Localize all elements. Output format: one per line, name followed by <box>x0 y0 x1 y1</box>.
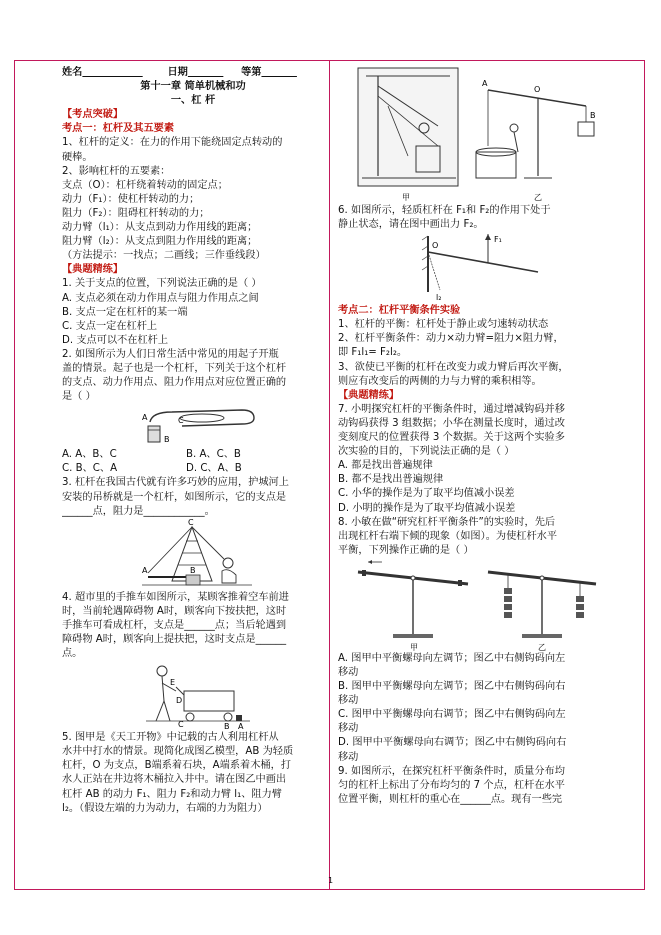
q2-line: 是（ ） <box>62 391 96 403</box>
q7-option: A. 都是找出普遍规律 <box>338 460 433 472</box>
q1-option: D. 支点可以不在杠杆上 <box>62 334 169 346</box>
well-lever-figure <box>338 66 600 204</box>
q8-option: 移动 <box>338 695 359 707</box>
q7-line: 7. 小明探究杠杆的平衡条件时，通过增减钩码并移 <box>338 403 565 415</box>
q8-option: 移动 <box>338 723 359 735</box>
label-a: A <box>482 79 488 88</box>
practice-heading: 【典题精练】 <box>62 264 124 276</box>
section-title: 一、杠 杆 <box>170 95 216 107</box>
date-blank <box>188 67 223 78</box>
q4-line: 点。 <box>62 648 83 660</box>
balance-line: 则应有改变后的两侧的力与力臂的乘积相等。 <box>338 375 542 387</box>
q2-options-row <box>62 462 324 476</box>
lever-wall-figure <box>418 232 600 304</box>
label-b: B <box>164 435 170 445</box>
point2-title: 考点二：杠杆平衡条件实验 <box>338 305 461 317</box>
q6-line: 6. 如图所示，轻质杠杆在 F₁和 F₂的作用下处于 <box>338 205 551 216</box>
q9-line: 位置平衡，则杠杆的重心在______点。现有一些完 <box>338 793 563 805</box>
q5-line: 水井中打水的情景。现简化成图乙模型，AB 为轻质 <box>62 746 294 758</box>
element-line: 阻力（F₂）：阻碍杠杆转动的力； <box>62 207 210 219</box>
label-yi: 乙 <box>534 193 542 202</box>
label-o: O <box>534 85 541 94</box>
element-line: 支点（O）：杠杆绕着转动的固定点； <box>62 179 228 191</box>
label-d: D <box>176 696 183 706</box>
q2-option-c: C. B、C、A <box>62 463 118 475</box>
q5-line: 5. 图甲是《天工开物》中记载的古人利用杠杆从 <box>62 732 279 744</box>
rank-label: 等第 <box>241 67 262 78</box>
q2-line: 的支点、动力作用点、阻力作用点对应位置正确的 <box>62 377 287 389</box>
column-divider <box>329 60 330 890</box>
label-jia: 甲 <box>402 193 410 202</box>
q5-line: 杠杆，O 为支点，B端系着石块，A端系着木桶，打 <box>62 760 291 772</box>
practice-heading: 【典题精练】 <box>338 389 400 401</box>
q9-line: 9. 如图所示，在探究杠杆平衡条件时，质量分布均 <box>338 765 565 777</box>
q8-option: 移动 <box>338 666 359 678</box>
label-b: B <box>224 722 230 732</box>
label-f1: F₁ <box>494 235 502 245</box>
label-jia: 甲 <box>410 642 418 652</box>
lever-balance-figure <box>338 558 600 652</box>
q4-line: 时，当前轮遇障碍物 A时，顾客向下按扶把，这时 <box>62 605 287 617</box>
q2-option-d: D. C、A、B <box>186 463 242 475</box>
def-line: 1、杠杆的定义：在力的作用下能绕固定点转动的 <box>62 137 283 149</box>
q6-line: 静止状态，请在图中画出力 F₂。 <box>338 219 484 231</box>
def-line: 硬棒。 <box>62 151 93 163</box>
exam-points-heading: 【考点突破】 <box>62 109 124 121</box>
label-a: A <box>142 413 148 423</box>
method-hint: （方法提示：一找点；二画线；三作垂线段） <box>62 250 266 262</box>
q7-option: D. 小明的操作是为了取平均值减小误差 <box>338 502 516 514</box>
label-o: O <box>432 241 439 251</box>
rank-blank <box>261 67 296 78</box>
balance-line: 即 F₁l₁= F₂l₂。 <box>338 347 408 359</box>
label-b: B <box>590 111 596 120</box>
label-a: A <box>238 722 244 732</box>
q2-line: 2. 如图所示为人们日常生活中常见的用起子开瓶 <box>62 348 279 360</box>
q5-line: l₂。（假设左端的力为动力，右端的力为阻力） <box>62 802 268 814</box>
label-l2: l₂ <box>436 293 442 303</box>
label-c: C <box>178 416 184 426</box>
q8-option: B. 图甲中平衡螺母向左调节；图乙中右侧钩码向右 <box>338 681 566 693</box>
q7-line: 次实验的目的，下列说法正确的是（ ） <box>338 446 515 458</box>
bottle-opener-figure <box>142 404 324 448</box>
element-line: 动力（F₁）：使杠杆转动的力； <box>62 193 200 205</box>
q3-line: 3. 杠杆在我国古代就有许多巧妙的应用，护城河上 <box>62 477 289 489</box>
element-line: 阻力臂（l₂）：从支点到阻力作用线的距离； <box>62 236 258 248</box>
q4-line: 4. 超市里的手推车如图所示，某顾客推着空车前进 <box>62 591 289 603</box>
q7-line: 变刻度尺的位置获得 3 个数据。关于这两个实验多 <box>338 432 565 444</box>
q8-line: 出现杠杆右端下倾的现象（如图）。为使杠杆水平 <box>338 530 558 542</box>
q8-option: 移动 <box>338 751 359 763</box>
label-yi: 乙 <box>538 642 546 652</box>
element-line: 动力臂（l₁）：从支点到动力作用线的距离； <box>62 222 258 234</box>
label-e: E <box>170 678 176 688</box>
chapter-title: 第十一章 简单机械和功 <box>140 81 246 93</box>
q8-option: A. 图甲中平衡螺母向左调节；图乙中右侧钩码向左 <box>338 652 566 664</box>
q2-option-b: B. A、C、B <box>186 449 241 461</box>
elements-title: 2、影响杠杆的五要素： <box>62 165 171 177</box>
q1-option: B. 支点一定在杠杆的某一端 <box>62 306 188 318</box>
q8-line: 平衡，下列操作正确的是（ ） <box>338 544 474 556</box>
q7-option: B. 都不是找出普遍规律 <box>338 474 444 486</box>
name-blank <box>82 67 142 78</box>
name-label: 姓名 <box>62 67 83 78</box>
q2-line: 盖的情景。起子也是一个杠杆，下列关于这个杠杆 <box>62 362 287 374</box>
label-c: C <box>188 518 194 527</box>
q8-line: 8. 小敏在做“研究杠杆平衡条件”的实验时，先后 <box>338 516 556 528</box>
label-b: B <box>190 565 196 575</box>
drawbridge-figure <box>142 519 324 591</box>
header-row <box>62 66 324 80</box>
q7-line: 动钩码获得 3 组数据；小华在测量长度时，通过改 <box>338 417 565 429</box>
label-a: A <box>142 565 148 575</box>
point1-title: 考点一：杠杆及其五要素 <box>62 123 175 135</box>
left-column <box>62 66 324 816</box>
right-column <box>338 66 600 807</box>
q7-option: C. 小华的操作是为了取平均值减小误差 <box>338 488 515 500</box>
date-label: 日期 <box>167 67 188 78</box>
q3-line: 安装的吊桥就是一个杠杆，如图所示，它的支点是 <box>62 491 287 503</box>
q1-option: C. 支点一定在杠杆上 <box>62 320 158 332</box>
balance-line: 2、杠杆平衡条件：动力×动力臂=阻力×阻力臂， <box>338 333 564 345</box>
label-c: C <box>178 720 184 730</box>
q1-stem: 1. 关于支点的位置，下列说法正确的是（ ） <box>62 278 262 290</box>
q5-line: 水人正站在井边将木桶拉入井中。请在图乙中画出 <box>62 774 287 786</box>
q9-line: 匀的杠杆上标出了分布均匀的 7 个点，杠杆在水平 <box>338 779 565 791</box>
q4-line: 手推车可看成杠杆，支点是______点；当后轮遇到 <box>62 619 287 631</box>
balance-line: 1、杠杆的平衡：杠杆处于静止或匀速转动状态 <box>338 319 549 331</box>
q4-line: 障碍物 A时，顾客向上提扶把，这时支点是______ <box>62 634 287 645</box>
q5-line: 杠杆 AB 的动力 F₁、阻力 F₂和动力臂 l₁、阻力臂 <box>62 788 282 800</box>
q1-option: A. 支点必须在动力作用点与阻力作用点之间 <box>62 292 259 304</box>
q8-option: D. 图甲中平衡螺母向右调节；图乙中右侧钩码向右 <box>338 737 567 749</box>
balance-line: 3、欲使已平衡的杠杆在改变力或力臂后再次平衡， <box>338 361 569 373</box>
q3-line: ______点，阻力是____________。 <box>62 505 215 517</box>
q2-options-row <box>62 448 324 462</box>
q2-option-a: A. A、B、C <box>62 449 117 461</box>
page-number: 1 <box>327 876 334 885</box>
q8-option: C. 图甲中平衡螺母向右调节；图乙中右侧钩码向左 <box>338 709 566 721</box>
shopping-cart-figure <box>142 661 324 731</box>
